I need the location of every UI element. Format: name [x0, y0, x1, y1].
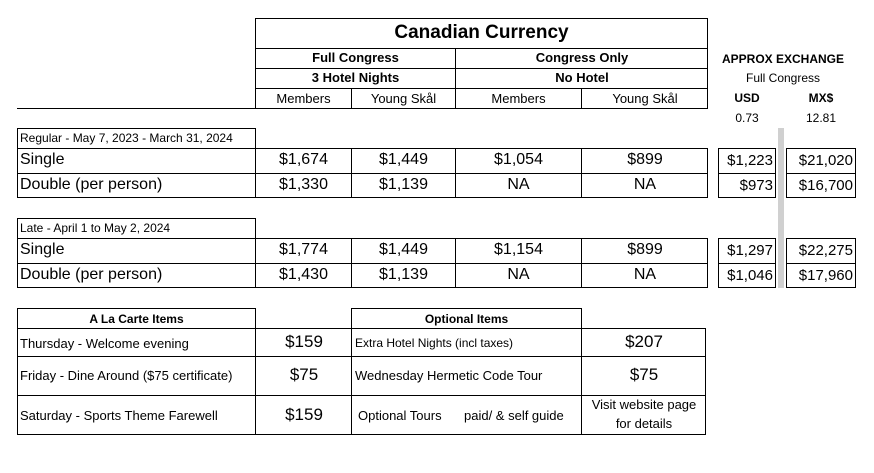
usd-rate: 0.73: [735, 111, 759, 125]
regular-row-name: Single: [20, 151, 65, 168]
optional-item-price: $207: [625, 332, 663, 351]
late-row-co-members: $1,154: [494, 241, 543, 258]
optional-item-name: Wednesday Hermetic Code Tour: [355, 368, 543, 383]
optional-item-name: Extra Hotel Nights (incl taxes): [355, 336, 514, 350]
regular-row-full-members: $1,674: [279, 151, 328, 168]
regular-row-mx: $16,700: [798, 177, 853, 194]
col-co-members: Members: [491, 91, 546, 106]
regular-row-full-young: $1,139: [379, 176, 428, 193]
alacarte-item-price: $159: [285, 405, 323, 424]
regular-row-usd: $1,223: [727, 152, 773, 169]
late-row-mx: $22,275: [798, 242, 853, 259]
alacarte-item-price: $159: [285, 332, 323, 351]
late-row-co-young: NA: [633, 266, 657, 283]
late-row-usd: $1,046: [727, 267, 773, 284]
alacarte-item-name: Thursday - Welcome evening: [20, 336, 189, 351]
regular-row-full-members: $1,330: [279, 176, 328, 193]
late-row-co-members: NA: [507, 266, 530, 283]
late-row-mx: $17,960: [798, 267, 853, 284]
late-row-full-members: $1,774: [279, 241, 328, 258]
late-row-full-young: $1,139: [379, 266, 428, 283]
optional-item-extra: paid/ & self guide: [464, 408, 564, 423]
exchange-title: APPROX EXCHANGE: [721, 52, 845, 66]
late-row-co-young: $899: [627, 241, 663, 258]
column-separator: [778, 128, 784, 288]
regular-row-co-young: NA: [633, 176, 657, 193]
group-congress-only: Congress Only: [535, 50, 629, 65]
late-label: Late - April 1 to May 2, 2024: [20, 221, 171, 235]
optional-item-price: $75: [629, 365, 659, 384]
alacarte-item-name: Friday - Dine Around ($75 certificate): [20, 368, 233, 383]
late-row-name: Single: [20, 241, 65, 258]
website-link-line2[interactable]: for details: [615, 416, 673, 431]
group-full-congress-sub: 3 Hotel Nights: [311, 70, 400, 85]
regular-row-name: Double (per person): [20, 176, 163, 193]
regular-row-full-young: $1,449: [379, 151, 428, 168]
regular-label: Regular - May 7, 2023 - March 31, 2024: [20, 131, 233, 145]
late-row-full-members: $1,430: [279, 266, 328, 283]
regular-row-co-young: $899: [627, 151, 663, 168]
col-full-young: Young Skål: [370, 91, 437, 106]
optional-item-name: Optional Tours: [358, 408, 442, 423]
late-row-name: Double (per person): [20, 266, 163, 283]
col-full-members: Members: [276, 91, 331, 106]
late-row-usd: $1,297: [727, 242, 773, 259]
regular-row-mx: $21,020: [798, 152, 853, 169]
page-title: Canadian Currency: [394, 22, 569, 43]
alacarte-title: A La Carte Items: [89, 312, 184, 326]
group-full-congress: Full Congress: [312, 50, 399, 65]
alacarte-item-name: Saturday - Sports Theme Farewell: [20, 408, 218, 423]
regular-row-co-members: $1,054: [494, 151, 543, 168]
alacarte-item-price: $75: [289, 365, 319, 384]
regular-row-co-members: NA: [507, 176, 530, 193]
website-link-line1[interactable]: Visit website page: [591, 397, 697, 412]
late-row-full-young: $1,449: [379, 241, 428, 258]
mx-label: MX$: [808, 91, 834, 105]
usd-label: USD: [734, 91, 760, 105]
col-co-young: Young Skål: [612, 91, 678, 106]
exchange-sub: Full Congress: [745, 71, 821, 85]
group-congress-only-sub: No Hotel: [555, 70, 609, 85]
optional-title: Optional Items: [424, 312, 509, 326]
regular-row-usd: $973: [739, 177, 773, 194]
mx-rate: 12.81: [805, 111, 837, 125]
